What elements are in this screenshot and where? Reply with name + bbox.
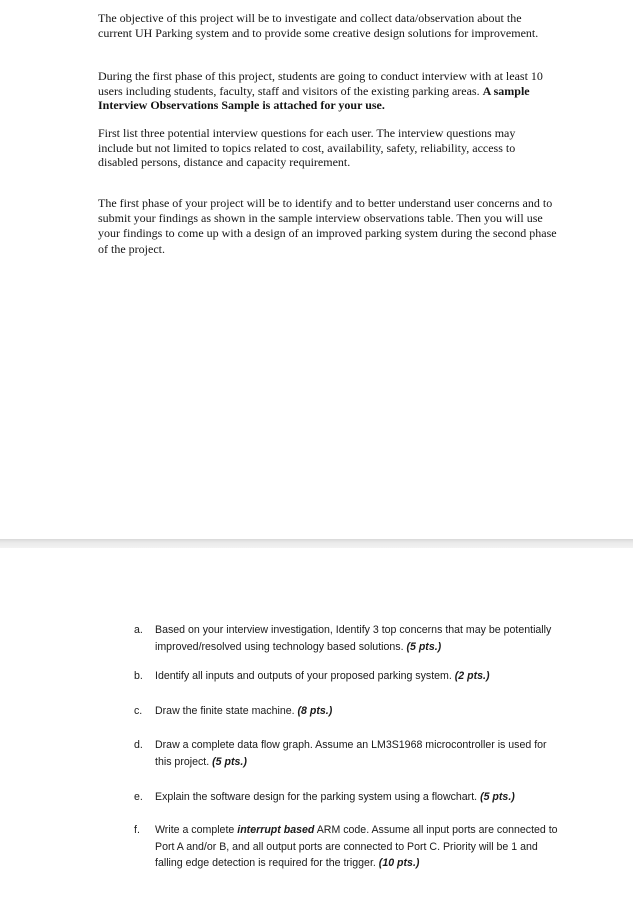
task-letter: d. xyxy=(134,739,143,751)
document-page-2 xyxy=(0,548,633,914)
task-letter: f. xyxy=(134,824,140,836)
task-description: Draw a complete data flow graph. Assume an LM3S1968 microcontroller is used for this project. xyxy=(155,739,547,768)
task-description-start: Write a complete xyxy=(155,824,235,836)
task-letter: b. xyxy=(134,670,143,682)
task-points: (5 pts.) xyxy=(212,755,247,768)
page-divider xyxy=(0,539,633,548)
task-text xyxy=(155,737,565,770)
phase-description-paragraph: The first phase of your project will be to identify and to better understand user concerns and to submit your findings as shown in the sample interview observations table. Then you will use your findings to come up with a design of an improved parking system during the second phase of the project. xyxy=(98,196,557,256)
task-description: Based on your interview investigation, Identify 3 top concerns that may be potentially improved/resolved using technology based solutions. xyxy=(155,624,552,653)
task-text xyxy=(155,703,565,720)
task-text xyxy=(155,789,565,806)
objective-paragraph: The objective of this project will be to investigate and collect data/observation about the current UH Parking system and to provide some creative design solutions for improvement. xyxy=(98,11,539,40)
task-text xyxy=(155,622,565,655)
phase-one-paragraph xyxy=(98,69,554,113)
task-points: (5 pts.) xyxy=(406,640,442,653)
task-points: (2 pts.) xyxy=(454,670,490,682)
task-points: (8 pts.) xyxy=(297,705,333,717)
task-emphasis: interrupt based xyxy=(237,824,315,836)
task-description: Identify all inputs and outputs of your proposed parking system. xyxy=(155,670,452,682)
task-text xyxy=(155,822,565,872)
phase-one-text: During the first phase of this project, students are going to conduct interview with at least 10 users including students, faculty, staff and visitors of the existing parking areas. xyxy=(98,69,543,98)
task-points: (5 pts.) xyxy=(480,791,515,803)
task-letter: c. xyxy=(134,705,143,717)
task-letter: a. xyxy=(134,624,143,636)
interview-questions-paragraph: First list three potential interview questions for each user. The interview questions may include but not limited to topics related to cost, availability, safety, reliability, access to disabled persons, distance and capacity requirement. xyxy=(98,126,516,169)
sample-attached-note: A sample Interview Observations Sample is attached for your use. xyxy=(98,83,530,112)
task-points: (10 pts.) xyxy=(378,857,420,869)
task-description: Explain the software design for the parking system using a flowchart. xyxy=(155,791,478,803)
task-letter: e. xyxy=(134,791,143,803)
task-list xyxy=(0,548,633,914)
task-text xyxy=(155,668,565,685)
task-description-end: ARM code. Assume all input ports are connected to Port A and/or B, and all output ports are connected to Port C. Priority will be 1 and falling edge detection is required for the trigger. xyxy=(155,824,558,869)
task-description: Draw the finite state machine. xyxy=(155,705,295,717)
